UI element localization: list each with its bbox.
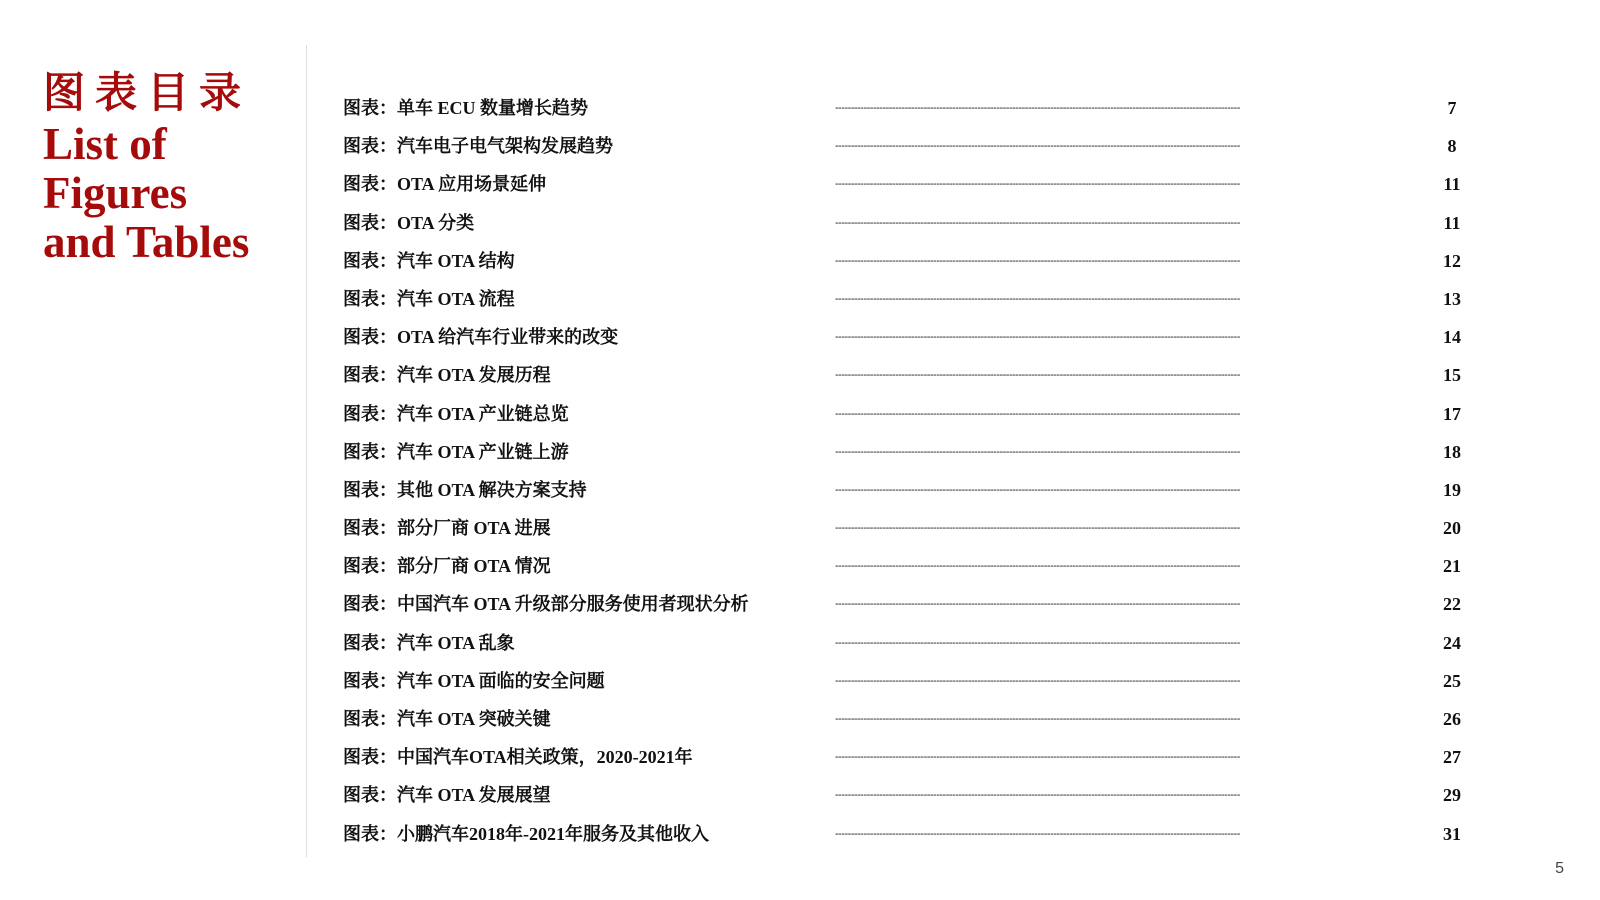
toc-entry-title: 图表：汽车 OTA 突破关键 (343, 709, 551, 729)
toc-entry[interactable] (343, 776, 1463, 814)
toc-entry-page: 20 (1443, 518, 1461, 539)
toc-entry-title: 图表：汽车 OTA 产业链总览 (343, 403, 569, 424)
page-number: 5 (1555, 860, 1564, 877)
toc-entry-title: 图表：OTA 分类 (343, 212, 475, 233)
toc-entry[interactable] (343, 204, 1463, 242)
toc-dot-leader: -------------------------------------------------------------------------------------------------------------------------------- (835, 522, 1240, 535)
toc-entry[interactable] (343, 395, 1463, 433)
heading-english (43, 120, 283, 267)
toc-entry-title: 图表：中国汽车OTA相关政策，2020-2021年 (343, 747, 693, 768)
toc-dot-leader: -------------------------------------------------------------------------------------------------------------------------------- (835, 751, 1240, 764)
toc-entry-page: 18 (1443, 441, 1461, 462)
toc-entry-page: 11 (1443, 212, 1461, 233)
toc-entry[interactable] (343, 356, 1463, 394)
toc-entry[interactable] (343, 242, 1463, 280)
toc-entry[interactable] (343, 127, 1463, 165)
toc-entry[interactable] (343, 318, 1463, 356)
toc-entry-title: 图表：汽车 OTA 结构 (343, 250, 515, 271)
toc-dot-leader: -------------------------------------------------------------------------------------------------------------------------------- (835, 445, 1240, 458)
toc-entry-page: 24 (1443, 632, 1461, 653)
heading-english-line-3: and Tables (43, 217, 250, 267)
toc-entry-title: 图表：汽车 OTA 产业链上游 (343, 441, 569, 462)
toc-entry[interactable] (343, 624, 1463, 662)
toc-dot-leader: -------------------------------------------------------------------------------------------------------------------------------- (835, 102, 1240, 114)
toc-entry-page: 25 (1443, 670, 1461, 691)
toc-dot-leader: -------------------------------------------------------------------------------------------------------------------------------- (835, 789, 1240, 802)
toc-entry[interactable] (343, 433, 1463, 471)
toc-dot-leader: -------------------------------------------------------------------------------------------------------------------------------- (835, 598, 1240, 611)
toc-entry-title: 图表：中国汽车 OTA 升级部分服务使用者现状分析 (343, 594, 749, 615)
toc-dot-leader: -------------------------------------------------------------------------------------------------------------------------------- (835, 483, 1240, 496)
toc-entry-page: 29 (1443, 785, 1461, 806)
toc-entry-page: 27 (1443, 747, 1461, 768)
toc-entry[interactable] (343, 165, 1463, 203)
toc-entry-page: 21 (1443, 556, 1461, 577)
toc-entry-page: 22 (1443, 594, 1461, 615)
toc-dot-leader: -------------------------------------------------------------------------------------------------------------------------------- (835, 140, 1240, 153)
toc-entry[interactable] (343, 738, 1463, 776)
toc-entry-page: 7 (1447, 98, 1457, 118)
toc-dot-leader: -------------------------------------------------------------------------------------------------------------------------------- (835, 636, 1240, 649)
toc-entry-title: 图表：OTA 应用场景延伸 (343, 174, 547, 195)
toc-dot-leader: -------------------------------------------------------------------------------------------------------------------------------- (835, 254, 1240, 267)
toc-entry[interactable] (343, 547, 1463, 585)
toc-entry-title: 图表：汽车电子电气架构发展趋势 (343, 136, 613, 157)
toc-entry-title: 图表：部分厂商 OTA 情况 (343, 556, 551, 577)
toc-entry-page: 15 (1443, 365, 1461, 386)
toc-entry-page: 11 (1443, 174, 1461, 195)
toc-entry-title: 图表：汽车 OTA 面临的安全问题 (343, 670, 605, 691)
toc-dot-leader: -------------------------------------------------------------------------------------------------------------------------------- (835, 216, 1240, 229)
toc-entry-page: 17 (1443, 403, 1461, 424)
toc-entry-title: 图表：OTA 给汽车行业带来的改变 (343, 327, 619, 348)
toc-entry-title: 图表：汽车 OTA 乱象 (343, 632, 515, 653)
toc-dot-leader: -------------------------------------------------------------------------------------------------------------------------------- (835, 178, 1240, 191)
figures-list (343, 89, 1463, 853)
toc-dot-leader: -------------------------------------------------------------------------------------------------------------------------------- (835, 674, 1240, 687)
toc-entry[interactable] (343, 471, 1463, 509)
vertical-divider (306, 45, 307, 857)
toc-entry[interactable] (343, 815, 1463, 853)
heading-english-line-1: List of (43, 119, 167, 169)
toc-dot-leader: -------------------------------------------------------------------------------------------------------------------------------- (835, 369, 1240, 382)
toc-entry-title: 图表：汽车 OTA 流程 (343, 288, 515, 309)
toc-entry-page: 19 (1443, 479, 1461, 500)
toc-entry-title: 图表：汽车 OTA 发展历程 (343, 365, 551, 386)
toc-entry-title: 图表：其他 OTA 解决方案支持 (343, 479, 587, 500)
toc-dot-leader: -------------------------------------------------------------------------------------------------------------------------------- (835, 560, 1240, 573)
toc-dot-leader: -------------------------------------------------------------------------------------------------------------------------------- (835, 713, 1240, 725)
toc-entry[interactable] (343, 662, 1463, 700)
toc-entry[interactable] (343, 89, 1463, 127)
toc-entry[interactable] (343, 280, 1463, 318)
toc-dot-leader: -------------------------------------------------------------------------------------------------------------------------------- (835, 331, 1240, 344)
toc-dot-leader: -------------------------------------------------------------------------------------------------------------------------------- (835, 827, 1240, 840)
toc-dot-leader: -------------------------------------------------------------------------------------------------------------------------------- (835, 407, 1240, 420)
toc-entry-page: 12 (1443, 250, 1461, 271)
toc-entry-title: 图表：部分厂商 OTA 进展 (343, 518, 551, 539)
toc-entry[interactable] (343, 585, 1463, 623)
toc-entry-page: 14 (1443, 327, 1461, 348)
heading-english-line-2: Figures (43, 168, 188, 218)
toc-entry[interactable] (343, 700, 1463, 738)
heading-chinese: 图表目录 (43, 68, 252, 117)
toc-entry-title: 图表：小鹏汽车2018年-2021年服务及其他收入 (343, 823, 709, 844)
toc-entry-page: 8 (1447, 136, 1457, 157)
toc-dot-leader: -------------------------------------------------------------------------------------------------------------------------------- (835, 292, 1240, 305)
toc-entry-title: 图表：汽车 OTA 发展展望 (343, 785, 551, 806)
toc-entry-page: 13 (1443, 288, 1461, 309)
toc-entry[interactable] (343, 509, 1463, 547)
section-heading (43, 68, 283, 267)
toc-entry-title: 图表：单车 ECU 数量增长趋势 (343, 98, 589, 118)
toc-entry-page: 31 (1443, 823, 1461, 844)
toc-entry-page: 26 (1443, 709, 1461, 729)
